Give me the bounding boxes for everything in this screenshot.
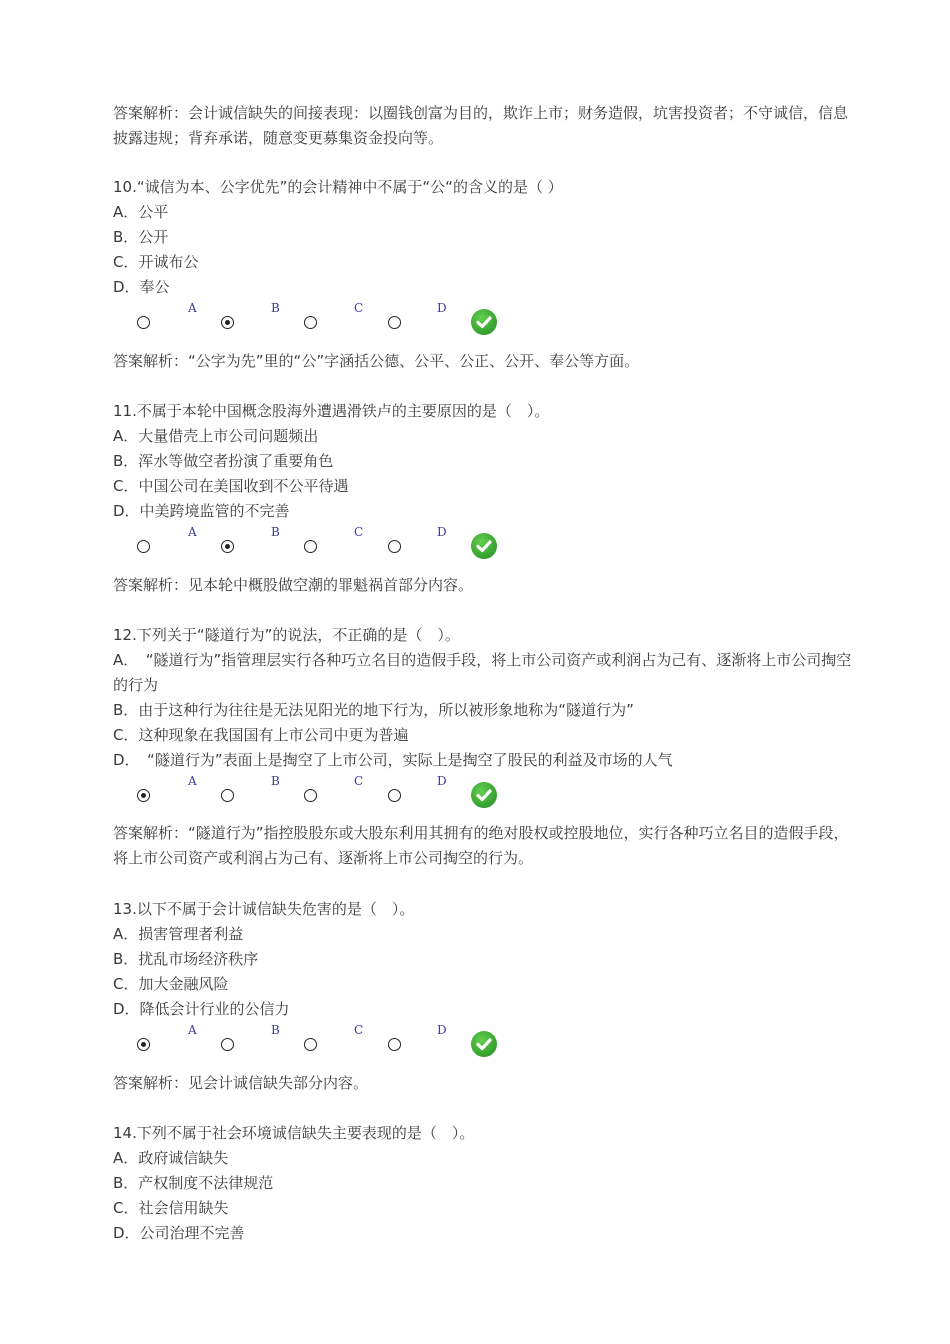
q13-analysis: 答案解析：见会计诚信缺失部分内容。 (113, 1074, 369, 1092)
radio-option-b[interactable] (221, 1038, 234, 1051)
radio-label-b: B (271, 1023, 280, 1037)
q10-option-b: B．公开 (113, 228, 169, 246)
radio-label-a: A (188, 774, 197, 788)
q10-option-d: D．奉公 (113, 278, 170, 296)
q11-option-c: C．中国公司在美国收到不公平待遇 (113, 477, 349, 495)
radio-label-d: D (437, 774, 447, 788)
q12-option-a: A． “隧道行为”指管理层实行各种巧立名目的造假手段，将上市公司资产或利润占为己有、逐渐将上市公司掏空的行为 (113, 651, 852, 694)
radio-option-b[interactable] (221, 316, 234, 329)
q10-answer-radios (137, 301, 517, 344)
radio-label-c: C (354, 525, 364, 539)
q10-option-c: C．开诚布公 (113, 253, 199, 271)
radio-label-b: B (271, 774, 280, 788)
q14-option-a: A．政府诚信缺失 (113, 1149, 229, 1167)
q14-option-d: D．公司治理不完善 (113, 1224, 245, 1242)
radio-option-b[interactable] (221, 540, 234, 553)
radio-option-d[interactable] (388, 789, 401, 802)
radio-label-a: A (188, 1023, 197, 1037)
radio-label-a: A (188, 525, 197, 539)
q13-option-c: C．加大金融风险 (113, 975, 229, 993)
q13-answer-radios (137, 1023, 517, 1066)
radio-label-d: D (437, 525, 447, 539)
q10-question: 10.“诚信为本、公字优先”的会计精神中不属于“公“的含义的是（ ） (113, 178, 563, 196)
q12-analysis: 答案解析：“隧道行为”指控股股东或大股东利用其拥有的绝对股权或控股地位，实行各种巧立名目的造假手段，将上市公司资产或利润占为己有、逐渐将上市公司掏空的行为。 (113, 824, 849, 867)
radio-option-a[interactable] (137, 1038, 150, 1051)
radio-label-c: C (354, 1023, 364, 1037)
radio-label-c: C (354, 301, 364, 315)
radio-option-a[interactable] (137, 789, 150, 802)
radio-option-c[interactable] (304, 540, 317, 553)
q12-answer-radios (137, 774, 517, 817)
q13-option-a: A．损害管理者利益 (113, 925, 244, 943)
q10-analysis: 答案解析：“公字为先”里的“公”字涵括公德、公平、公正、公开、奉公等方面。 (113, 352, 640, 370)
radio-option-a[interactable] (137, 540, 150, 553)
q12-question: 12.下列关于“隧道行为”的说法，不正确的是（ ）。 (113, 626, 460, 644)
radio-option-b[interactable] (221, 789, 234, 802)
q10-option-a: A．公平 (113, 203, 169, 221)
q11-option-b: B．浑水等做空者扮演了重要角色 (113, 452, 334, 470)
radio-option-d[interactable] (388, 1038, 401, 1051)
green-check-icon (471, 782, 497, 808)
radio-option-c[interactable] (304, 789, 317, 802)
q13-option-d: D．降低会计行业的公信力 (113, 1000, 290, 1018)
q9-analysis: 答案解析：会计诚信缺失的间接表现：以圈钱创富为目的，欺诈上市；财务造假，坑害投资者；不守诚信，信息披露违规；背弃承诺，随意变更募集资金投向等。 (113, 104, 849, 147)
q11-option-a: A．大量借壳上市公司问题频出 (113, 427, 319, 445)
q14-option-b: B．产权制度不法律规范 (113, 1174, 274, 1192)
q11-question: 11.不属于本轮中国概念股海外遭遇滑铁卢的主要原因的是（ ）。 (113, 402, 550, 420)
green-check-icon (471, 533, 497, 559)
green-check-icon (471, 1031, 497, 1057)
q13-option-b: B．扰乱市场经济秩序 (113, 950, 259, 968)
radio-label-d: D (437, 1023, 447, 1037)
q11-option-d: D．中美跨境监管的不完善 (113, 502, 290, 520)
radio-label-a: A (188, 301, 197, 315)
q11-analysis: 答案解析：见本轮中概股做空潮的罪魁祸首部分内容。 (113, 576, 474, 594)
q11-answer-radios (137, 525, 517, 568)
q12-option-b: B．由于这种行为往往是无法见阳光的地下行为，所以被形象地称为“隧道行为” (113, 701, 634, 719)
radio-option-d[interactable] (388, 316, 401, 329)
radio-option-c[interactable] (304, 316, 317, 329)
q12-option-d: D． “隧道行为”表面上是掏空了上市公司，实际上是掏空了股民的利益及市场的人气 (113, 751, 673, 769)
q12-option-c: C．这种现象在我国国有上市公司中更为普遍 (113, 726, 409, 744)
radio-label-b: B (271, 301, 280, 315)
q14-question: 14.下列不属于社会环境诚信缺失主要表现的是（ ）。 (113, 1124, 475, 1142)
radio-label-c: C (354, 774, 364, 788)
radio-option-c[interactable] (304, 1038, 317, 1051)
q13-question: 13.以下不属于会计诚信缺失危害的是（ ）。 (113, 900, 415, 918)
radio-label-d: D (437, 301, 447, 315)
radio-label-b: B (271, 525, 280, 539)
q14-option-c: C．社会信用缺失 (113, 1199, 229, 1217)
radio-option-d[interactable] (388, 540, 401, 553)
green-check-icon (471, 309, 497, 335)
radio-option-a[interactable] (137, 316, 150, 329)
